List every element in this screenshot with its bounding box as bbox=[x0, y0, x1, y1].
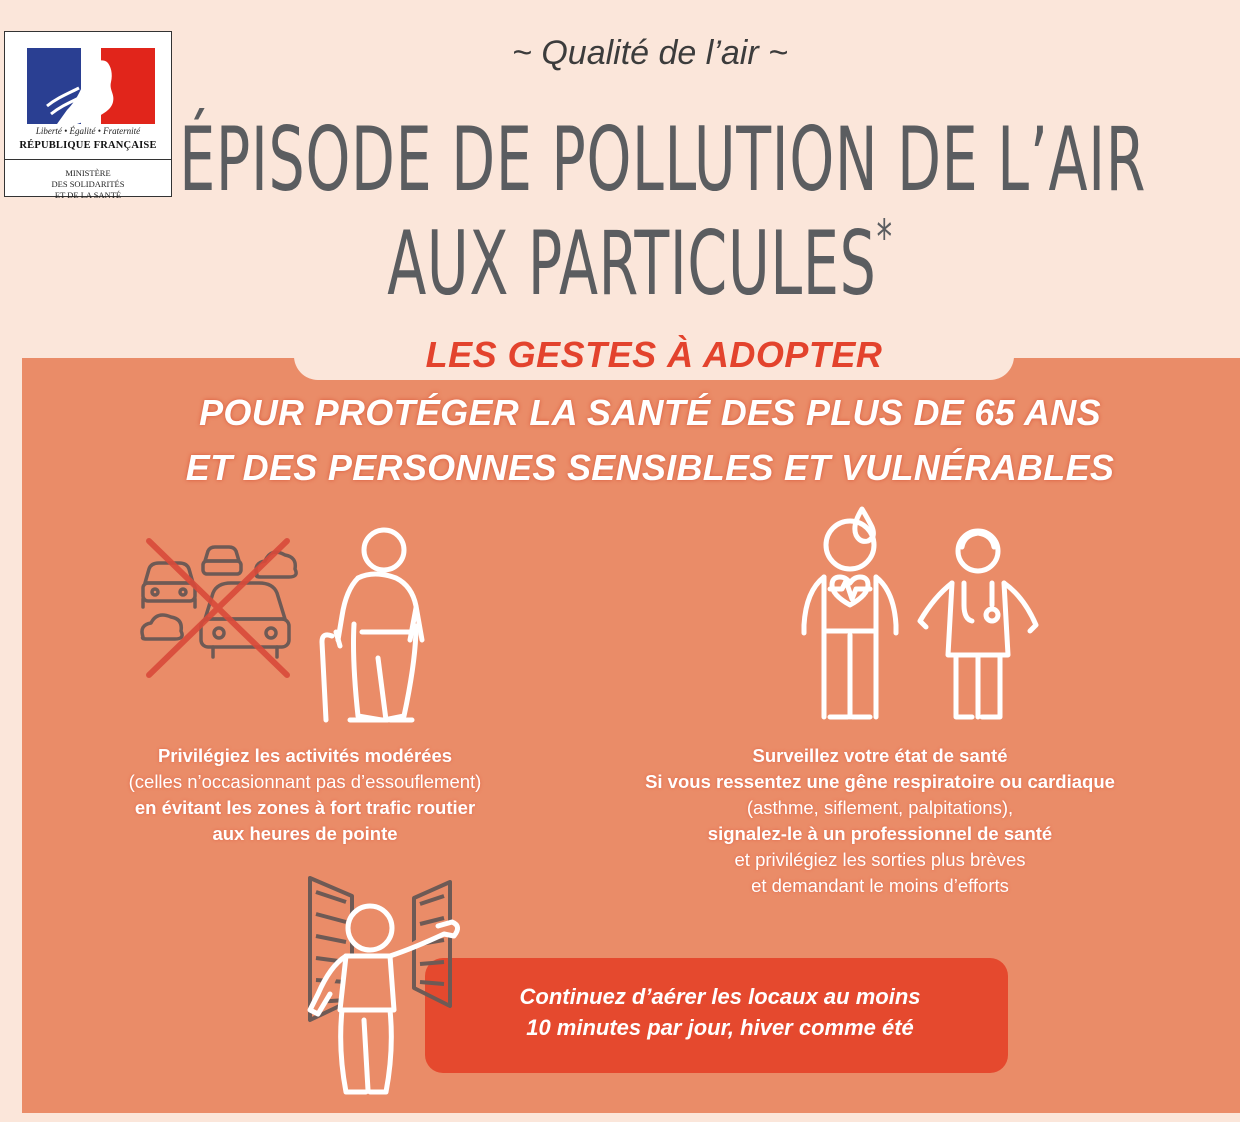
main-title-line-1: ÉPISODE DE POLLUTION DE L’AIR bbox=[179, 108, 1147, 211]
advice-right-line-4: signalez-le à un professionnel de santé bbox=[707, 823, 1053, 844]
advice-right-line-2: Si vous ressentez une gêne respiratoire ou cardiaque bbox=[645, 771, 1115, 792]
title-asterisk: * bbox=[876, 210, 893, 266]
logo-divider bbox=[5, 159, 171, 160]
advice-right-line-3: (asthme, siflement, palpitations), bbox=[746, 797, 1014, 818]
ventilation-line-2: 10 minutes par jour, hiver comme été bbox=[526, 1015, 914, 1040]
advice-left-line-2: (celles n’occasionnant pas d’essouflement) bbox=[128, 771, 482, 792]
ventilation-callout-text bbox=[430, 981, 1010, 1043]
logo-ministry-name: MINISTÈRE DES SOLIDARITÉS ET DE LA SANTÉ bbox=[51, 168, 125, 200]
elderly-walker-icon bbox=[312, 520, 442, 735]
doctor-icon bbox=[912, 525, 1047, 730]
advice-left-line-4: aux heures de pointe bbox=[212, 823, 398, 844]
main-title-line-2 bbox=[179, 210, 1101, 315]
kicker-text: ~ Qualité de l’air ~ bbox=[512, 34, 788, 72]
banner-tab-text: LES GESTES À ADOPTER bbox=[425, 334, 883, 375]
open-window-icon bbox=[290, 870, 470, 1105]
advice-right-line-1: Surveillez votre état de santé bbox=[752, 745, 1008, 766]
advice-left-line-3: en évitant les zones à fort trafic routier bbox=[134, 797, 476, 818]
logo-motto: Liberté • Égalité • Fraternité bbox=[35, 126, 141, 136]
no-traffic-icon bbox=[135, 535, 300, 685]
advice-left-line-1: Privilégiez les activités modérées bbox=[157, 745, 453, 766]
advice-right-line-5: et privilégiez les sorties plus brèves bbox=[734, 849, 1026, 870]
main-title-line-2-text: AUX PARTICULES bbox=[387, 212, 877, 315]
banner-subtitle-line-2: ET DES PERSONNES SENSIBLES ET VULNÉRABLES bbox=[185, 447, 1115, 488]
advice-right-line-6: et demandant le moins d’efforts bbox=[751, 875, 1009, 896]
advice-right-text bbox=[580, 743, 1180, 899]
ventilation-line-1: Continuez d’aérer les locaux au moins bbox=[519, 984, 921, 1009]
health-monitor-icon bbox=[790, 505, 920, 730]
advice-left-text bbox=[80, 743, 530, 847]
banner-subtitle-line-1: POUR PROTÉGER LA SANTÉ DES PLUS DE 65 ANS bbox=[199, 392, 1101, 433]
logo-republic-name: RÉPUBLIQUE FRANÇAISE bbox=[19, 140, 157, 151]
